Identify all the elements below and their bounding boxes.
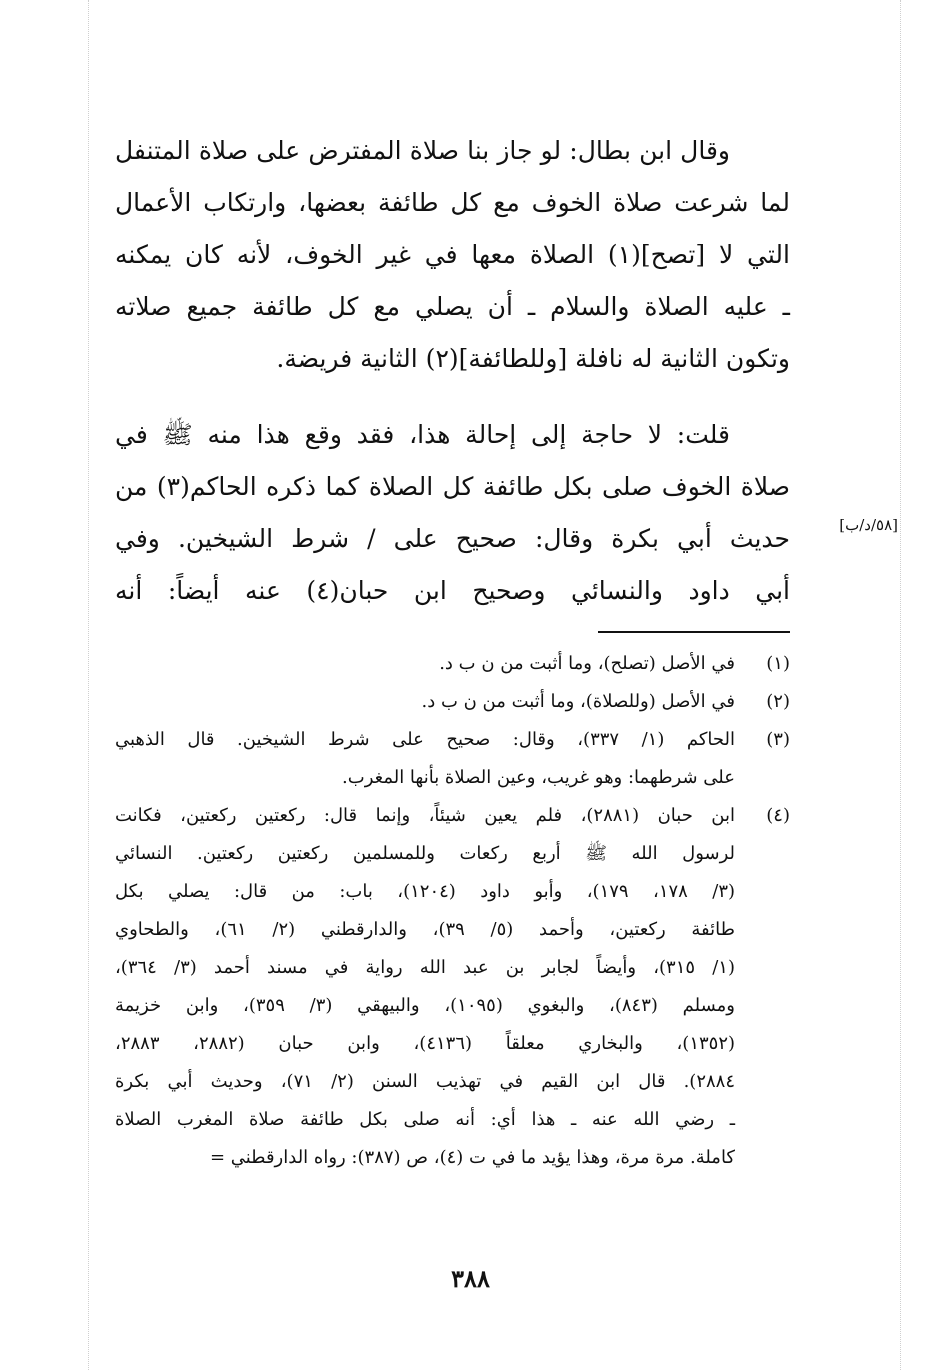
paragraph-2 <box>115 409 790 617</box>
text-line: التي لا [تصح](١) الصلاة معها في غير الخوف، لأنه كان يمكنه <box>115 240 790 269</box>
text-line: لما شرعت صلاة الخوف مع كل طائفة بعضها، وارتكاب الأعمال <box>115 188 790 217</box>
footnote-2 <box>115 683 790 721</box>
footnote-line: كاملة. مرة مرة، وهذا يؤيد ما في ت (٤)، ص (٣٨٧): رواه الدارقطني = <box>209 1147 735 1168</box>
footnote-number: (٣) <box>766 729 790 750</box>
footnote-line: (١٣٥٢)، والبخاري معلقاً (٤١٣٦)، وابن حبان (٢٨٨٢، ٢٨٨٣، <box>115 1033 736 1054</box>
footnote-4 <box>115 797 790 1177</box>
text-line: صلاة الخوف صلى بكل طائفة كل الصلاة كما ذكره الحاكم(٣) من <box>115 472 790 501</box>
text-line: ـ عليه الصلاة والسلام ـ أن يصلي مع كل طائفة جميع صلاته <box>115 292 790 321</box>
footnote-number: (٤) <box>766 805 790 826</box>
left-margin-guide <box>88 0 89 1370</box>
footnote-line: في الأصل (تصلح)، وما أثبت من ن ب د. <box>439 653 735 674</box>
text-line: قلت: لا حاجة إلى إحالة هذا، فقد وقع هذا منه ﷺ في <box>115 420 730 449</box>
text-line: وقال ابن بطال: لو جاز بنا صلاة المفترض على صلاة المتنفل <box>115 136 730 165</box>
footnote-line: (١/ ٣١٥)، وأيضاً لجابر بن عبد الله رواية في مسند أحمد (٣/ ٣٦٤)، <box>115 957 735 978</box>
footnote-separator <box>598 631 790 633</box>
footnote-1 <box>115 645 790 683</box>
text-line: أبي داود والنسائي وصحيح ابن حبان(٤) عنه أيضاً: أنه <box>115 576 791 605</box>
text-line: وتكون الثانية له نافلة [وللطائفة](٢) الثانية فريضة. <box>276 344 790 373</box>
paragraph-1 <box>115 125 790 385</box>
footnote-line: لرسول الله ﷺ أربع ركعات وللمسلمين ركعتين ركعتين. النسائي <box>115 843 735 864</box>
footnote-number: (١) <box>766 653 790 674</box>
footnote-line: (٣/ ١٧٨، ١٧٩)، وأبو داود (١٢٠٤)، باب: من قال: يصلي بكل <box>115 881 736 902</box>
footnote-number: (٢) <box>766 691 790 712</box>
manuscript-folio-marker: [٥٨/د/ب] <box>839 516 898 534</box>
footnote-line: في الأصل (وللصلاة)، وما أثبت من ن ب د. <box>421 691 735 712</box>
footnote-line: ـ رضي الله عنه ـ هذا أي: أنه صلى بكل طائفة صلاة المغرب الصلاة <box>115 1109 735 1130</box>
footnote-3 <box>115 721 790 797</box>
right-margin-guide <box>900 0 901 1370</box>
footnotes <box>115 645 790 1177</box>
footnote-line: طائفة ركعتين، وأحمد (٥/ ٣٩)، والدارقطني (٢/ ٦١)، والطحاوي <box>115 919 735 940</box>
page-number: ٣٨٨ <box>451 1264 490 1293</box>
footnote-line: ٢٨٨٤). قال ابن القيم في تهذيب السنن (٢/ ٧١)، وحديث أبي بكرة <box>115 1071 735 1092</box>
text-line: حديث أبي بكرة وقال: صحيح على / شرط الشيخين. وفي <box>115 524 790 553</box>
footnote-line: ومسلم (٨٤٣)، والبغوي (١٠٩٥)، والبيهقي (٣/ ٣٥٩)، وابن خزيمة <box>115 995 735 1016</box>
footnote-line: على شرطهما: وهو غريب، وعين الصلاة بأنها المغرب. <box>342 767 735 788</box>
footnote-line: ابن حبان (٢٨٨١)، فلم يعين شيئاً، وإنما قال: ركعتين ركعتين، فكانت <box>115 805 735 826</box>
footnote-line: الحاكم (١/ ٣٣٧)، وقال: صحيح على شرط الشيخين. قال الذهبي <box>115 729 735 750</box>
